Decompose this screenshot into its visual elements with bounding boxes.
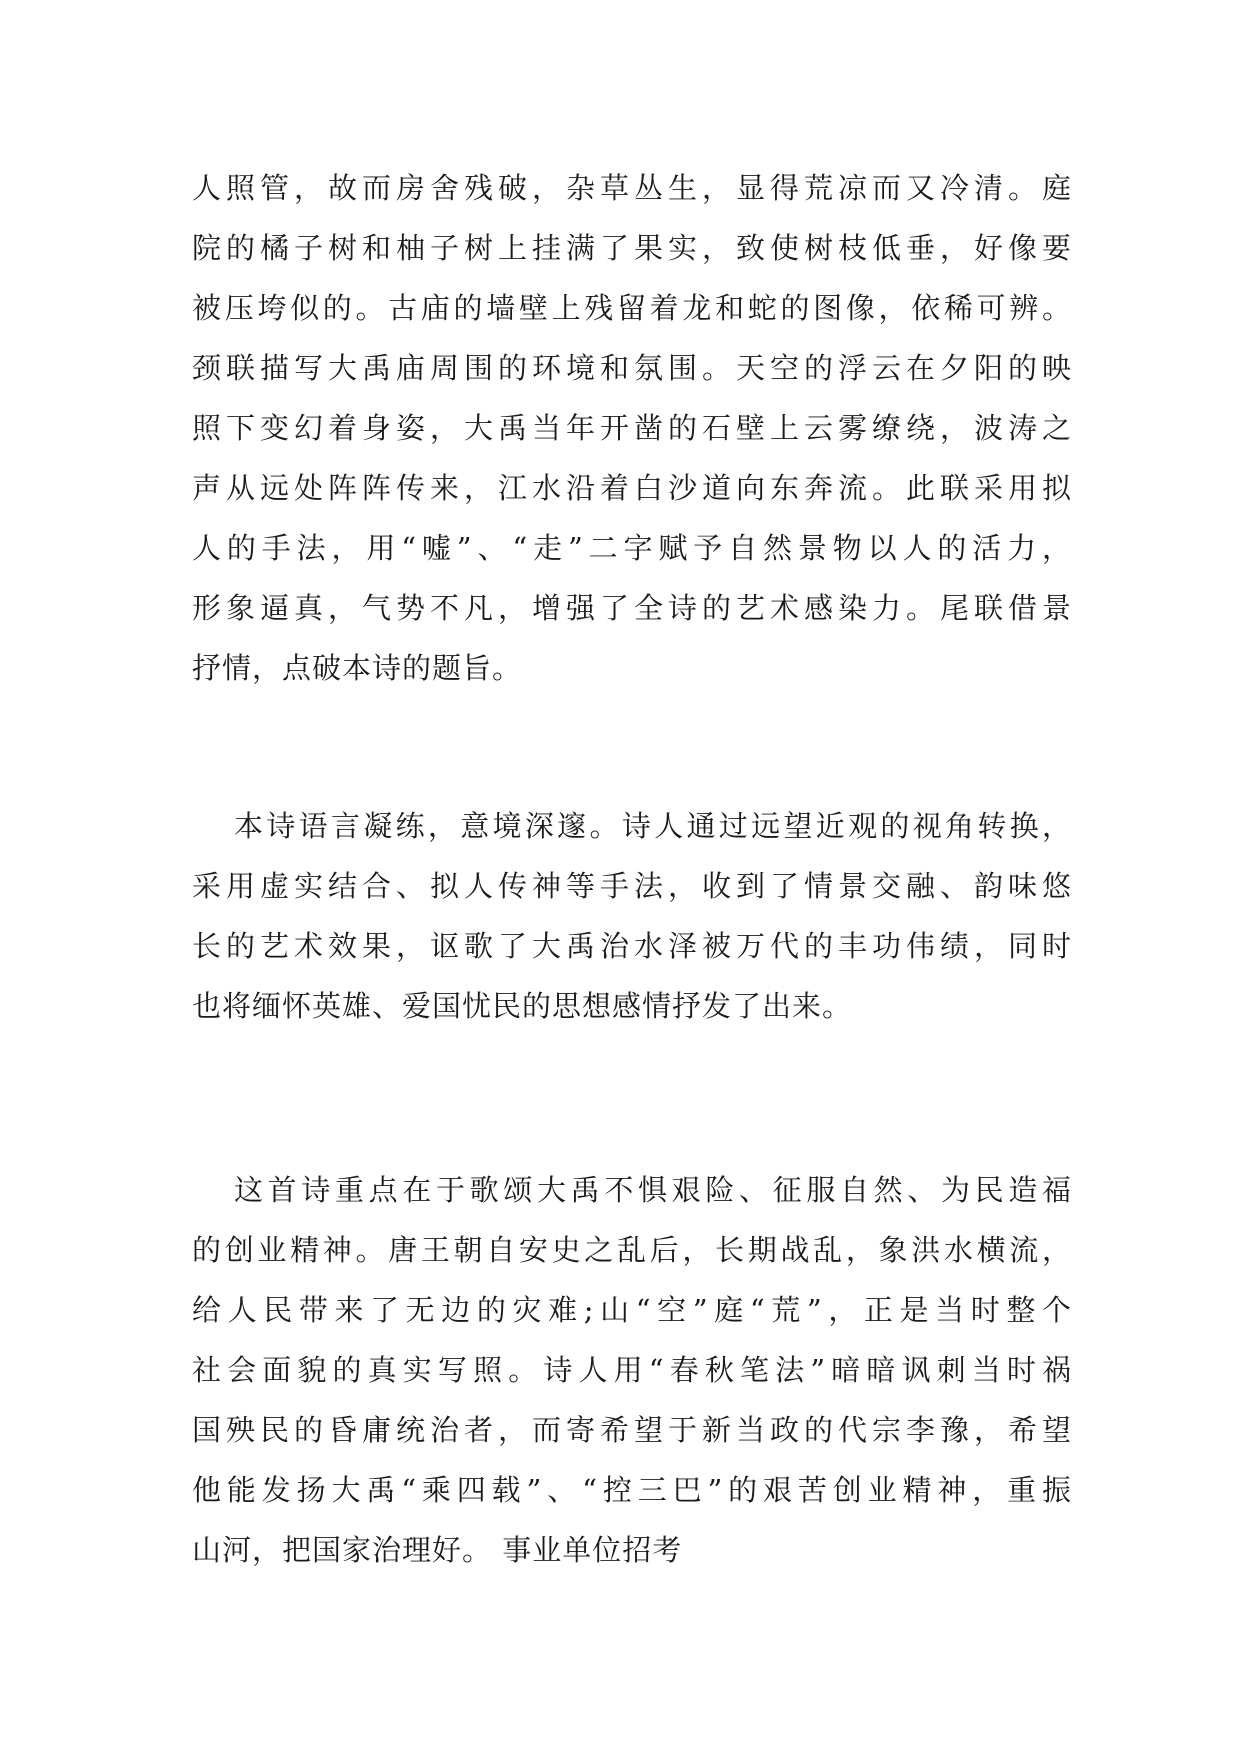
text-line: 社会面貌的真实写照。诗人用“春秋笔法”暗暗讽刺当时祸 bbox=[192, 1353, 1072, 1387]
text-line: 采用虚实结合、拟人传神等手法，收到了情景交融、韵味悠 bbox=[192, 869, 1072, 903]
text-line: 照下变幻着身姿，大禹当年开凿的石壁上云雾缭绕，波涛之 bbox=[192, 411, 1072, 445]
text-line: 也将缅怀英雄、爱国忧民的思想感情抒发了出来。 bbox=[192, 989, 853, 1023]
text-line: 国殃民的昏庸统治者，而寄希望于新当政的代宗李豫，希望 bbox=[192, 1413, 1072, 1447]
text-line: 颈联描写大禹庙周围的环境和氛围。天空的浮云在夕阳的映 bbox=[192, 351, 1072, 385]
text-line: 本诗语言凝练，意境深邃。诗人通过远望近观的视角转换， bbox=[234, 809, 1072, 843]
text-line: 山河，把国家治理好。 事业单位招考 bbox=[192, 1533, 683, 1567]
text-line: 人的手法，用“嘘”、“走”二字赋予自然景物以人的活力， bbox=[192, 531, 1072, 565]
text-line: 的创业精神。唐王朝自安史之乱后，长期战乱，象洪水横流， bbox=[192, 1233, 1072, 1267]
paragraph-poem-language bbox=[192, 796, 1072, 1036]
text-line: 抒情，点破本诗的题旨。 bbox=[192, 651, 523, 685]
text-line: 他能发扬大禹“乘四载”、“控三巴”的艰苦创业精神，重振 bbox=[192, 1473, 1072, 1507]
text-line: 这首诗重点在于歌颂大禹不惧艰险、征服自然、为民造福 bbox=[234, 1173, 1072, 1207]
text-line: 人照管，故而房舍残破，杂草丛生，显得荒凉而又冷清。庭 bbox=[192, 171, 1072, 205]
text-line: 给人民带来了无边的灾难;山“空”庭“荒”，正是当时整个 bbox=[192, 1293, 1072, 1327]
paragraph-yu-temple-description bbox=[192, 158, 1072, 698]
text-line: 被压垮似的。古庙的墙壁上残留着龙和蛇的图像，依稀可辨。 bbox=[192, 291, 1072, 325]
text-line: 形象逼真，气势不凡，增强了全诗的艺术感染力。尾联借景 bbox=[192, 591, 1072, 625]
text-line: 声从远处阵阵传来，江水沿着白沙道向东奔流。此联采用拟 bbox=[192, 471, 1072, 505]
text-line: 院的橘子树和柚子树上挂满了果实，致使树枝低垂，好像要 bbox=[192, 231, 1072, 265]
text-line: 长的艺术效果，讴歌了大禹治水泽被万代的丰功伟绩，同时 bbox=[192, 929, 1072, 963]
paragraph-poem-theme bbox=[192, 1160, 1072, 1580]
